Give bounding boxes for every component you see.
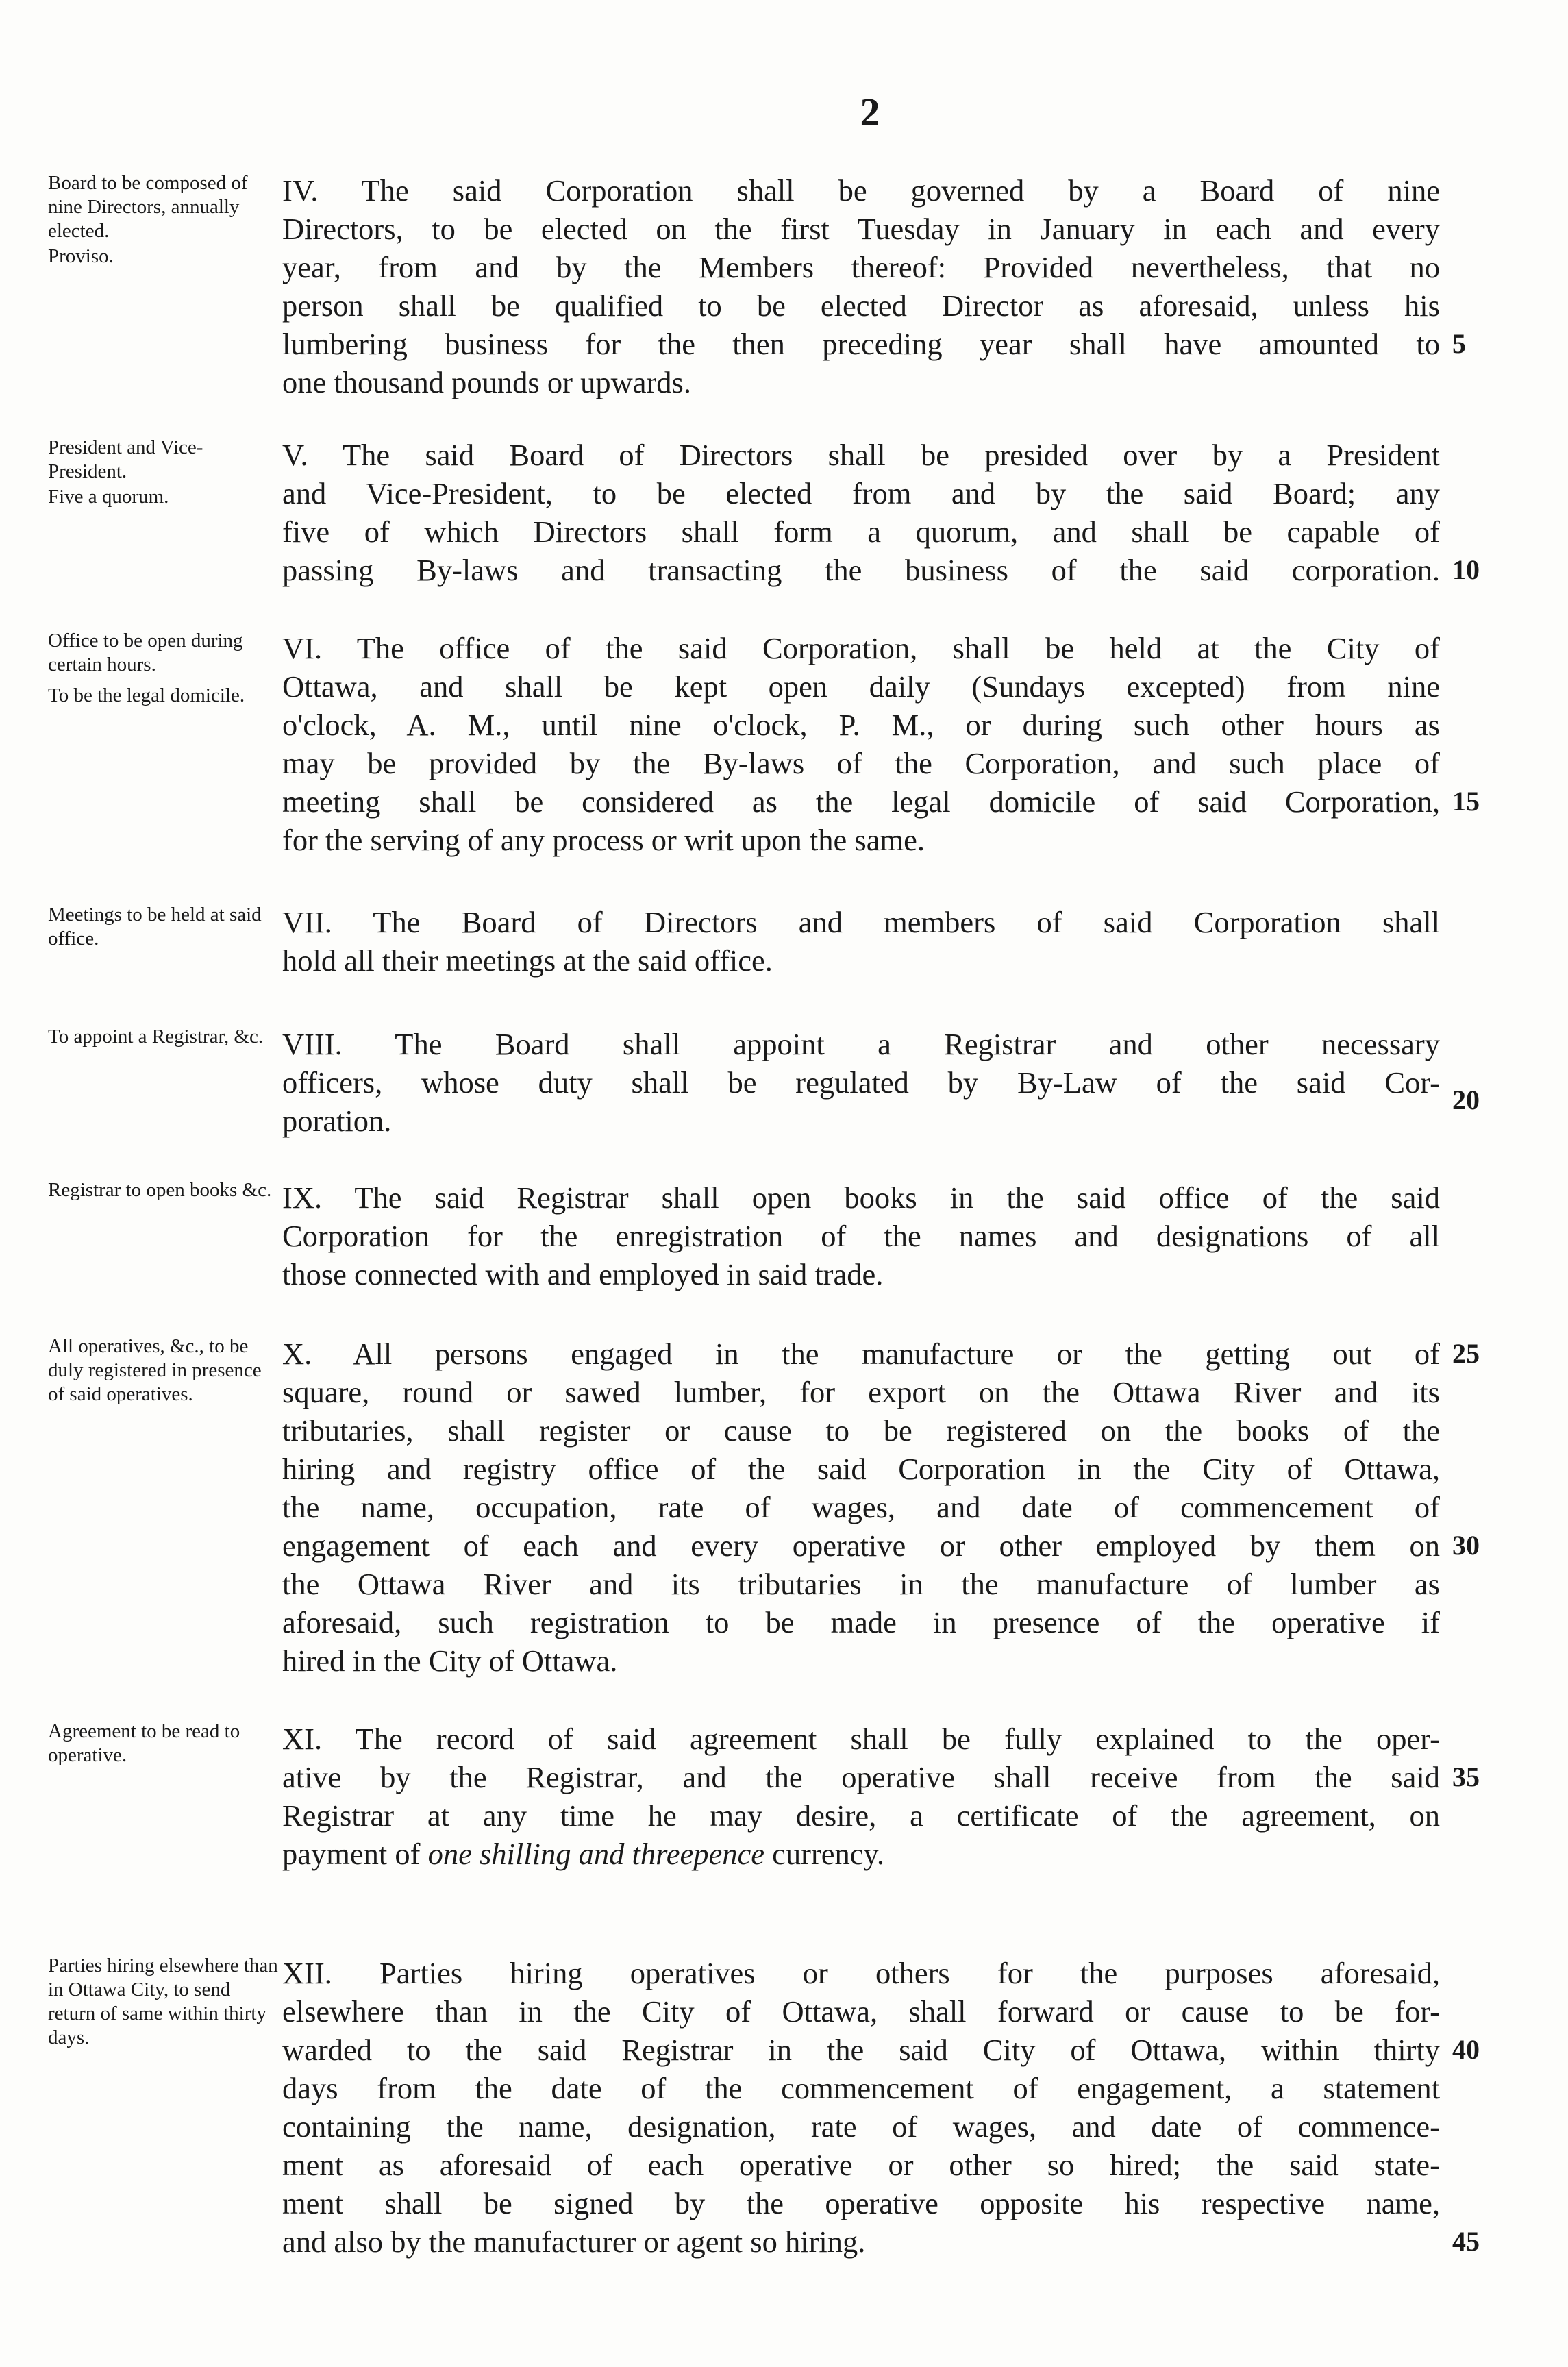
text-line: days from the date of the commencement of engagement, a statement	[282, 2071, 1440, 2105]
text-line: poration.	[282, 1104, 392, 1138]
line-number: 15	[1452, 786, 1480, 817]
text-line: for the serving of any process or writ upon the same.	[282, 823, 925, 857]
text-line: containing the name, designation, rate of wages, and date of commence-	[282, 2109, 1440, 2144]
section-text	[282, 436, 1440, 589]
margin-notes	[48, 903, 281, 971]
text-line: hold all their meetings at the said office.	[282, 943, 773, 978]
text-line: Ottawa, and shall be kept open daily (Sundays excepted) from nine	[282, 669, 1440, 704]
text-line: one thousand pounds or upwards.	[282, 365, 691, 399]
text-line: officers, whose duty shall be regulated by By-Law of the said Cor-	[282, 1065, 1440, 1100]
text-line: VII. The Board of Directors and members of said Corporation shall	[282, 905, 1440, 939]
text-line: XI. The record of said agreement shall be fully explained to the oper-	[282, 1722, 1440, 1756]
text-line: Corporation for the enregistration of the names and designations of all	[282, 1219, 1440, 1253]
margin-note: To appoint a Registrar, &c.	[48, 1026, 264, 1048]
text-line: tributaries, shall register or cause to be registered on the books of the	[282, 1413, 1440, 1448]
margin-notes	[48, 436, 281, 530]
margin-note: Office to be open during certain hours.	[48, 630, 243, 676]
text-line: and also by the manufacturer or agent so hiring.	[282, 2225, 866, 2259]
line-number: 35	[1452, 1761, 1480, 1792]
margin-note: Proviso.	[48, 245, 114, 267]
text-line: ment shall be signed by the operative opposite his respective name,	[282, 2186, 1440, 2220]
margin-note: Agreement to be read to operative.	[48, 1720, 240, 1766]
section-text	[282, 1025, 1440, 1140]
margin-note: Meetings to be held at said office.	[48, 904, 262, 950]
text-line: XII. Parties hiring operatives or others for the purposes aforesaid,	[282, 1956, 1440, 1990]
text-line: year, from and by the Members thereof: Provided nevertheless, that no	[282, 250, 1440, 284]
margin-notes	[48, 171, 281, 289]
text-line: o'clock, A. M., until nine o'clock, P. M., or during such other hours as	[282, 708, 1440, 742]
text-line: those connected with and employed in said trade.	[282, 1257, 884, 1291]
text-line: the Ottawa River and its tributaries in the manufacture of lumber as	[282, 1567, 1440, 1601]
text-line: meeting shall be considered as the legal domicile of said Corporation,	[282, 784, 1440, 819]
margin-note: Board to be composed of nine Directors, annually elected.	[48, 172, 248, 242]
italic-amount: one shilling and threepence	[427, 1837, 764, 1871]
text-line: ment as aforesaid of each operative or other so hired; the said state-	[282, 2148, 1440, 2182]
margin-note: Registrar to open books &c.	[48, 1179, 272, 1201]
text-line: the name, occupation, rate of wages, and date of commencement of	[282, 1490, 1440, 1524]
text-line: Directors, to be elected on the first Tuesday in January in each and every	[282, 212, 1440, 246]
margin-note: All operatives, &c., to be duly registered in presence of said operatives.	[48, 1335, 262, 1405]
line-number: 20	[1452, 1085, 1480, 1115]
section-text	[282, 1335, 1440, 1680]
margin-note: To be the legal domicile.	[48, 684, 245, 706]
line-number: 25	[1452, 1338, 1480, 1369]
text-line: and Vice-President, to be elected from and by the said Board; any	[282, 476, 1440, 510]
text-line: engagement of each and every operative or other employed by them on	[282, 1528, 1440, 1563]
text-line: person shall be qualified to be elected Director as aforesaid, unless his	[282, 288, 1440, 323]
line-number: 10	[1452, 554, 1480, 585]
text-line: hiring and registry office of the said Corporation in the City of Ottawa,	[282, 1452, 1440, 1486]
margin-note: Parties hiring elsewhere than in Ottawa City, to send return of same within thirty days.	[48, 1955, 278, 2048]
text-line: square, round or sawed lumber, for export on the Ottawa River and its	[282, 1375, 1440, 1409]
text-line: VIII. The Board shall appoint a Registrar and other necessary	[282, 1027, 1440, 1061]
section-text	[282, 171, 1440, 401]
section-text	[282, 1954, 1440, 2261]
text-line-with-italic	[282, 1835, 1440, 1873]
margin-notes	[48, 1954, 281, 2070]
text-line: may be provided by the By-laws of the Corporation, and such place of	[282, 746, 1440, 780]
margin-notes	[48, 1178, 281, 1223]
section-text	[282, 903, 1440, 980]
page-number: 2	[860, 90, 880, 134]
text-line: elsewhere than in the City of Ottawa, shall forward or cause to be for-	[282, 1994, 1440, 2029]
text-line: VI. The office of the said Corporation, shall be held at the City of	[282, 631, 1440, 665]
text-line: Registrar at any time he may desire, a certificate of the agreement, on	[282, 1798, 1440, 1833]
line-number: 45	[1452, 2226, 1480, 2257]
text-line: IX. The said Registrar shall open books in the said office of the said	[282, 1180, 1440, 1215]
margin-note: Five a quorum.	[48, 486, 169, 508]
section-text	[282, 1178, 1440, 1293]
text-segment: payment of	[282, 1837, 421, 1871]
text-line: warded to the said Registrar in the said City of Ottawa, within thirty	[282, 2033, 1440, 2067]
text-line: aforesaid, such registration to be made in presence of the operative if	[282, 1605, 1440, 1639]
text-line: five of which Directors shall form a quorum, and shall be capable of	[282, 515, 1440, 549]
margin-notes	[48, 629, 281, 728]
margin-note: President and Vice-President.	[48, 436, 203, 482]
margin-notes	[48, 1720, 281, 1788]
text-line: IV. The said Corporation shall be governed by a Board of nine	[282, 173, 1440, 208]
text-line: lumbering business for the then preceding year shall have amounted to	[282, 327, 1440, 361]
text-segment: currency.	[764, 1837, 885, 1871]
line-number: 30	[1452, 1530, 1480, 1561]
margin-notes	[48, 1335, 281, 1427]
section-text	[282, 629, 1440, 859]
text-line: ative by the Registrar, and the operative shall receive from the said	[282, 1760, 1440, 1794]
text-line: passing By-laws and transacting the business of the said corporation.	[282, 553, 1440, 587]
line-number: 5	[1452, 328, 1466, 359]
text-line: hired in the City of Ottawa.	[282, 1644, 618, 1678]
line-number: 40	[1452, 2034, 1480, 2065]
section-text	[282, 1720, 1440, 1873]
margin-notes	[48, 1025, 281, 1069]
text-line: V. The said Board of Directors shall be presided over by a President	[282, 438, 1440, 472]
text-line: X. All persons engaged in the manufacture or the getting out of	[282, 1337, 1440, 1371]
